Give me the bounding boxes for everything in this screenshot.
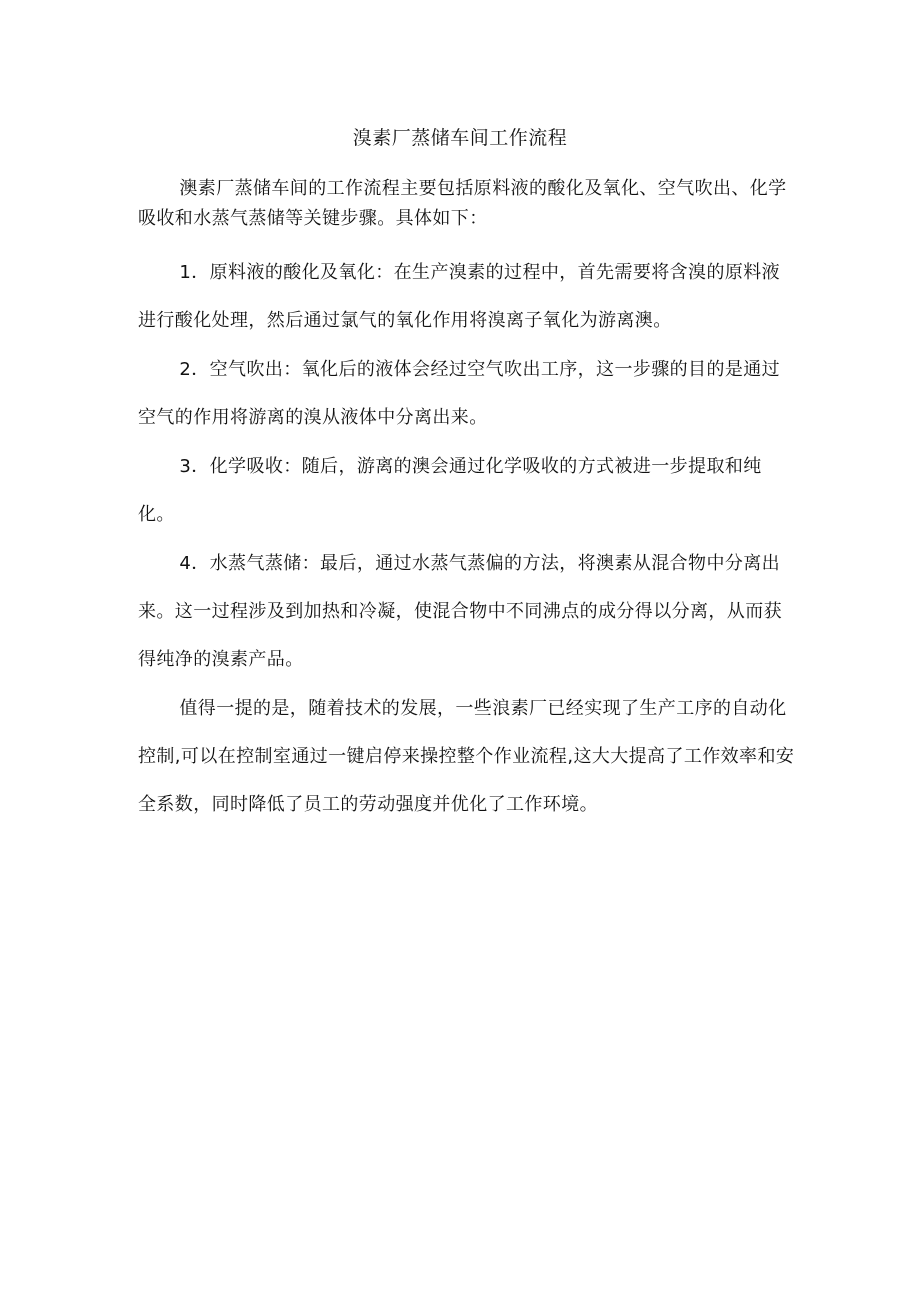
document-title: 溴素厂蒸储车间工作流程 xyxy=(352,127,568,149)
document-body xyxy=(138,174,798,830)
intro-paragraph: 澳素厂蒸储车间的工作流程主要包括原料液的酸化及氧化、空气吹出、化学吸收和水蒸气蒸储等关键步骤。具体如下： xyxy=(138,178,787,229)
step-paragraph-4: 4．水蒸气蒸储：最后，通过水蒸气蒸偏的方法，将澳素从混合物中分离出来。这一过程涉及到加热和冷凝，使混合物中不同沸点的成分得以分离，从而获得纯净的溴素产品。 xyxy=(138,553,782,670)
step-paragraph-1: 1．原料液的酸化及氧化：在生产溴素的过程中，首先需要将含溴的原料液进行酸化处理，然后通过氯气的氧化作用将溴离子氧化为游离澳。 xyxy=(138,262,781,331)
closing-paragraph: 值得一提的是，随着技术的发展，一些浪素厂已经实现了生产工序的自动化控制,可以在控制室通过一键启停来操控整个作业流程,这大大提高了工作效率和安全系数，同时降低了员工的劳动强度并优化了工作环境。 xyxy=(138,698,795,815)
step-paragraph-2: 2．空气吹出：氧化后的液体会经过空气吹出工序，这一步骤的目的是通过空气的作用将游离的溴从液体中分离出来。 xyxy=(138,359,781,428)
step-paragraph-3: 3．化学吸收：随后，游离的澳会通过化学吸收的方式被进一步提取和纯化。 xyxy=(138,456,762,525)
